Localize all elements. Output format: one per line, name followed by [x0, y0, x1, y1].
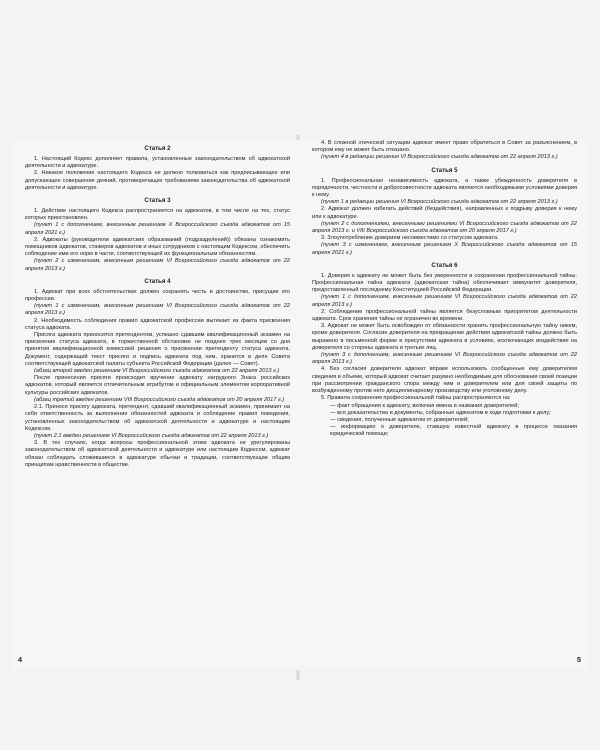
article-heading: Статья 6 — [431, 261, 458, 269]
right-page-text — [312, 140, 577, 439]
amendment-note: (пункт 2 с изменением, внесенным решением VI Всероссийского съезда адвокатов от 22 апреля 2013 г.) — [25, 258, 290, 272]
paragraph: 1. Адвокат при всех обстоятельствах должен сохранять честь и достоинство, присущие его профессии. — [25, 288, 290, 303]
article-heading: Статья 4 — [144, 277, 171, 285]
amendment-note: (пункт 3 с изменением, внесенным решением X Всероссийского съезда адвокатов от 15 апреля 2021 г.) — [312, 242, 577, 256]
list-item: — все доказательства и документы, собранные адвокатом в ходе подготовки к делу; — [330, 409, 551, 416]
paragraph: 2.1. Принося присягу адвоката, претендент, сдавший квалификационный экзамен, принимает на себя ответственность за выполнение обязанностей адвоката и соблюдение правил поведения, установленных законодательством об адвокатской деятельности и адвокатуре и настоящим Кодексом. — [25, 404, 290, 432]
paragraph: Присяга адвоката приносится претендентом, успешно сдавшим квалификационный экзамен на присвоение статуса адвоката, в торжественной обстановке не позднее трех месяцев со дня принятия квалификационной комиссией решения о присвоении претенденту статуса адвоката. Документ, содержащий текст присяги и подпись адвоката под ним, хранится в деле Совета соответствующей адвокатской палаты субъекта Российской Федерации (далее — Совет). — [25, 332, 290, 367]
list-item: — информацию о доверителе, ставшую известной адвокату в процессе оказания юридической помощи; — [330, 424, 577, 438]
left-page — [13, 140, 300, 670]
amendment-note: (абзац третий введен решением VIII Всероссийского съезда адвокатов от 20 апреля 2017 г.) — [34, 396, 285, 403]
left-page-number: 4 — [18, 655, 22, 664]
right-page-number: 5 — [577, 655, 581, 664]
paragraph: 1. Действие настоящего Кодекса распространяется на адвокатов, в том числе на тех, статус которых приостановлен. — [25, 208, 290, 222]
article-heading: Статья 3 — [144, 197, 171, 205]
paragraph: После принесения присяги происходит вручение адвокату нагрудного Знака российских адвокатов, который является отличительным атрибутом и официальным элементом корпоративной культуры российских адвокатов. — [25, 375, 290, 396]
amendment-note: (пункт 1 с дополнением, внесенным решением VI Всероссийского съезда адвокатов от 22 апреля 2013 г.) — [312, 294, 577, 308]
article-heading: Статья 2 — [144, 145, 171, 152]
paragraph: 5. Правила сохранения профессиональной тайны распространяются на: — [321, 395, 511, 402]
paragraph: 3. В тех случаях, когда вопросы профессиональной этики адвоката не урегулированы законодательством об адвокатской деятельности и адвокатуре или настоящим Кодексом, адвокат обязан соблюдать сложившиеся в адвокатуре обычаи и традиции, соответствующие общим принципам нравственности в обществе. — [25, 440, 290, 468]
amendment-note: (пункт 3 с дополнением, внесенным решением VI Всероссийского съезда адвокатов от 22 апреля 2013 г.) — [312, 352, 577, 366]
paragraph: 4. В сложной этической ситуации адвокат имеет право обратиться в Совет за разъяснением, в котором ему не может быть отказано. — [312, 140, 577, 154]
paragraph: 1. Доверия к адвокату не может быть без уверенности в сохранении профессиональной тайны. Профессиональная тайна адвоката (адвокатская тайна) обеспечивает иммунитет доверителя, предоставленный последнему Конституцией Российской Федерации. — [312, 272, 577, 294]
paragraph: 4. Без согласия доверителя адвокат вправе использовать сообщенные ему доверителем сведения в объеме, который адвокат считает разумно необходимым для обоснования своей позиции при рассмотрении гражданского спора между ним и доверителем или для своей защиты по возбужденному против него дисциплинарному производству или уголовному делу. — [312, 366, 577, 395]
article-heading: Статья 5 — [431, 166, 458, 174]
paragraph: 1. Профессиональная независимость адвоката, а также убежденность доверителя в порядочности, честности и добросовестности адвоката являются необходимыми условиями доверия к нему. — [312, 177, 577, 199]
paragraph: 2. Соблюдение профессиональной тайны является безусловным приоритетом деятельности адвоката. Срок хранения тайны не ограничен во времени. — [312, 308, 577, 323]
left-page-text — [25, 140, 290, 469]
paragraph: 2. Адвокат должен избегать действий (бездействия), направленных к подрыву доверия к нему или к адвокатуре. — [312, 206, 577, 220]
amendment-note: (пункт 2 с дополнениями, внесенными решениями VI Всероссийского съезда адвокатов от 22 апреля 2013 г. и VIII Всероссийского съезда адвокатов от 20 апреля 2017 г.) — [312, 220, 577, 235]
right-page — [300, 140, 587, 670]
paragraph: 3. Адвокат не может быть освобожден от обязанности хранить профессиональную тайну никем, кроме доверителя. Согласие доверителя на прекращение действия адвокатской тайны должно быть выражено в письменной форме в присутствии адвоката в условиях, исключающих воздействие на доверителя со стороны адвоката и третьих лиц. — [312, 323, 577, 351]
paragraph: 2. Никакое положение настоящего Кодекса не должно толковаться как предписывающее или допускающее совершение деяний, противоречащих требованиям законодательства об адвокатской деятельности и адвокатуре. — [25, 170, 290, 191]
paragraph: 2. Адвокаты (руководители адвокатских образований (подразделений)) обязаны ознакомить помощников адвокатов, стажеров адвокатов и иных сотрудников с настоящим Кодексом, обеспечить соблюдение ими его норм в части, соответствующей их функциональным обязанностям. — [25, 236, 290, 258]
list-item: — сведения, полученные адвокатом от доверителей; — [330, 416, 469, 423]
amendment-note: (пункт 4 в редакции решения VI Всероссийского съезда адвокатов от 22 апреля 2013 г.) — [321, 154, 558, 161]
paragraph: 1. Настоящий Кодекс дополняет правила, установленные законодательством об адвокатской деятельности и адвокатуре. — [25, 156, 290, 170]
amendment-note: (пункт 2.1 введен решением VI Всероссийского съезда адвокатов от 22 апреля 2013 г.) — [34, 432, 269, 439]
amendment-note: (абзац второй введен решением VI Всероссийского съезда адвокатов от 22 апреля 2013 г.) — [34, 368, 280, 375]
amendment-note: (пункт 1 с дополнением, внесенным решением X Всероссийского съезда адвокатов от 15 апреля 2021 г.) — [25, 222, 290, 236]
list-item: — факт обращения к адвокату, включая имена и названия доверителей; — [330, 402, 519, 409]
amendment-note: (пункт 1 с изменением, внесенным решением VI Всероссийского съезда адвокатов от 22 апреля 2013 г.) — [25, 303, 290, 317]
paragraph: 2. Необходимость соблюдения правил адвокатской профессии вытекает из факта присвоения статуса адвоката. — [25, 317, 290, 331]
paragraph: 3. Злоупотребление доверием несовместимо со статусом адвоката. — [321, 235, 499, 242]
amendment-note: (пункт 1 в редакции решения VI Всероссийского съезда адвокатов от 22 апреля 2013 г.) — [321, 199, 558, 206]
